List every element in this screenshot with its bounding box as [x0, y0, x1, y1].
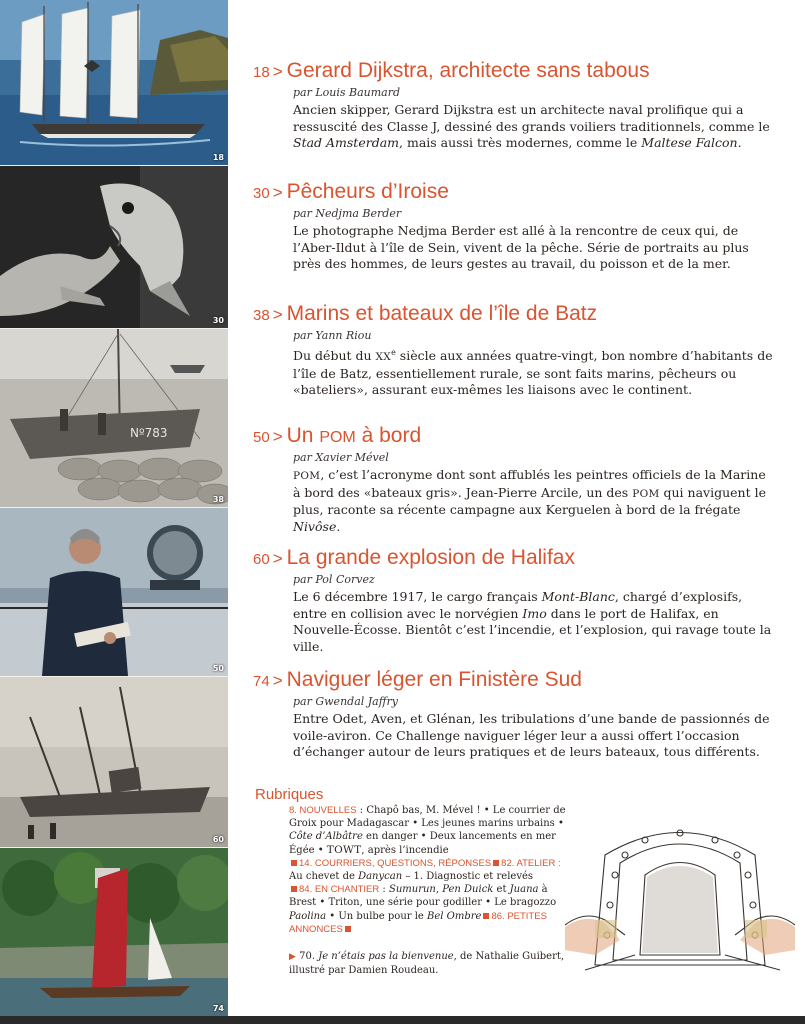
- toc-headline[interactable]: [253, 301, 773, 329]
- rubrique-courriers[interactable]: 14. COURRIERS, QUESTIONS, RÉPONSES: [299, 857, 492, 869]
- svg-text:Nº783: Nº783: [130, 426, 168, 440]
- thumbnail-red-sail[interactable]: [0, 848, 228, 1016]
- thumbnail-fish-hand[interactable]: [0, 166, 228, 328]
- article-summary: Entre Odet, Aven, et Glénan, les tribulations d’une bande de passionnés de voile-aviron. Ce Challenge naviguer léger leur a aussi offert l’occasion d’échanger autour de leurs pratiques et de leurs bateaux, tous différents.: [293, 711, 770, 759]
- byline: par Xavier Mével: [293, 451, 389, 464]
- article-summary: POM, c’est l’acronyme dont sont affublés les peintres officiels de la Marine à bord des «bateaux gris». Jean-Pierre Arcile, un des POM qui naviguent le plus, raconte sa récente campagne aux Kerguelen à bord de la frégate Nivôse.: [293, 467, 766, 534]
- rubriques-section: [255, 786, 575, 977]
- thumbnail-page-number: 50: [212, 664, 224, 673]
- byline: par Gwendal Jaffry: [293, 695, 398, 708]
- toc-headline[interactable]: [253, 545, 773, 573]
- article-title: Gerard Dijkstra, architecte sans tabous: [286, 59, 650, 82]
- article-title: Pêcheurs d’Iroise: [286, 180, 449, 203]
- square-bullet-icon: [483, 913, 489, 919]
- square-bullet-icon: [345, 926, 351, 932]
- page-number: 60: [253, 551, 270, 568]
- toc-headline[interactable]: [253, 179, 773, 207]
- rubrique-nouvelles[interactable]: 8. NOUVELLES: [289, 805, 357, 816]
- thumbnail-page-number: 18: [212, 153, 224, 162]
- article-title: Marins et bateaux de l’île de Batz: [286, 302, 598, 325]
- toc-entry-pecheurs[interactable]: [253, 179, 773, 273]
- page-number: 50: [253, 429, 270, 446]
- byline: par Louis Baumard: [293, 86, 401, 99]
- thumbnail-pom-painter[interactable]: [0, 508, 228, 676]
- thumbnail-halifax-wreck[interactable]: [0, 677, 228, 847]
- toc-entry-dijkstra[interactable]: [253, 58, 773, 152]
- toc-headline[interactable]: [253, 58, 773, 86]
- arrow-icon: >: [272, 671, 283, 690]
- toc-entry-pom[interactable]: [253, 423, 773, 535]
- toc-headline[interactable]: [253, 423, 773, 451]
- toc-headline[interactable]: [253, 667, 773, 695]
- arrow-icon: >: [272, 62, 283, 81]
- toc-entry-halifax[interactable]: [253, 545, 773, 655]
- byline: par Pol Corvez: [293, 573, 375, 586]
- page-edge: [0, 1016, 805, 1024]
- page-number: 74: [253, 673, 270, 690]
- rubrique-chantier[interactable]: 84. EN CHANTIER: [299, 884, 380, 896]
- article-summary: Ancien skipper, Gerard Dijkstra est un architecte naval prolifique qui a ressuscité des Classe J, dessiné des grands voiliers traditionnels, comme le Stad Amsterdam, mais aussi très modernes, comme le Maltese Falcon.: [293, 102, 770, 150]
- article-title: Naviguer léger en Finistère Sud: [286, 668, 582, 691]
- arrow-icon: >: [272, 427, 283, 446]
- triangle-bullet-icon: ▶: [289, 952, 296, 963]
- rubrique-annonces[interactable]: 86. PETITES ANNONCES: [289, 910, 547, 935]
- square-bullet-icon: [291, 886, 297, 892]
- photo-column: [0, 0, 228, 1024]
- article-summary: Le photographe Nedjma Berder est allé à la rencontre de ceux qui, de l’Aber-Ildut à l’île de Sein, vivent de la pêche. Série de portraits au plus près des hommes, de leurs gestes au travail, du poisson et de la mer.: [293, 223, 749, 271]
- article-title: La grande explosion de Halifax: [286, 546, 575, 569]
- rubrique-bd-title[interactable]: Je n’étais pas la bienvenue: [318, 951, 454, 963]
- byline: par Yann Riou: [293, 329, 372, 342]
- page-number: 38: [253, 307, 270, 324]
- thumbnail-batz-boat[interactable]: [0, 329, 228, 507]
- sketch-illustration: [565, 815, 795, 980]
- thumbnail-page-number: 30: [212, 316, 224, 325]
- thumbnail-page-number: 74: [212, 1004, 224, 1013]
- toc-entry-finistere[interactable]: [253, 667, 773, 761]
- toc-entry-batz[interactable]: [253, 301, 773, 399]
- byline: par Nedjma Berder: [293, 207, 402, 220]
- thumbnail-page-number: 60: [212, 835, 224, 844]
- article-summary: Du début du XXe siècle aux années quatre-vingt, bon nombre d’habitants de l’île de Batz, essentiellement rurale, se sont faits marins, pêcheurs ou «bateliers», assurant eux-mêmes les liaisons avec le continent.: [293, 348, 773, 398]
- article-summary: Le 6 décembre 1917, le cargo français Mont-Blanc, chargé d’explosifs, entre en collision avec le norvégien Imo dans le port de Halifax, en Nouvelle-Écosse. Bientôt c’est l’incendie, et l’explosion, qui ravage toute la ville.: [293, 589, 772, 654]
- article-title: Un POM à bord: [286, 424, 422, 447]
- page-number: 30: [253, 185, 270, 202]
- thumbnail-sailing-yacht[interactable]: [0, 0, 228, 165]
- rubriques-title: Rubriques: [255, 786, 324, 803]
- square-bullet-icon: [493, 860, 499, 866]
- thumbnail-page-number: 38: [212, 495, 224, 504]
- arrow-icon: >: [272, 549, 283, 568]
- arrow-icon: >: [272, 183, 283, 202]
- arrow-icon: >: [272, 305, 283, 324]
- square-bullet-icon: [291, 860, 297, 866]
- rubrique-atelier[interactable]: 82. ATELIER :: [501, 857, 561, 869]
- page-number: 18: [253, 64, 270, 81]
- rubriques-list: 8. NOUVELLES : Chapô bas, M. Mével ! • Le courrier de Groix pour Madagascar • Les jeunes marins urbains • Côte d’Albâtre en danger • Deux lancements en mer Égée • TOWT, après l’incendie 14. COURRIERS, QUESTIONS, RÉPONSES 82. ATELIER : Au chevet de Danycan – 1. Diagnostic et relevés 84. EN CHANTIER : Sumurun, Pen Duick et Juana à Brest • Triton, une série pour godiller • Le bragozzo Paolina • Un bulbe pour le Bel Ombre 86. PETITES ANNONCES ▶ 70. Je n’étais pas la bienvenue, de Nathalie Guibert, illustré par Damien Roudeau.: [289, 805, 566, 977]
